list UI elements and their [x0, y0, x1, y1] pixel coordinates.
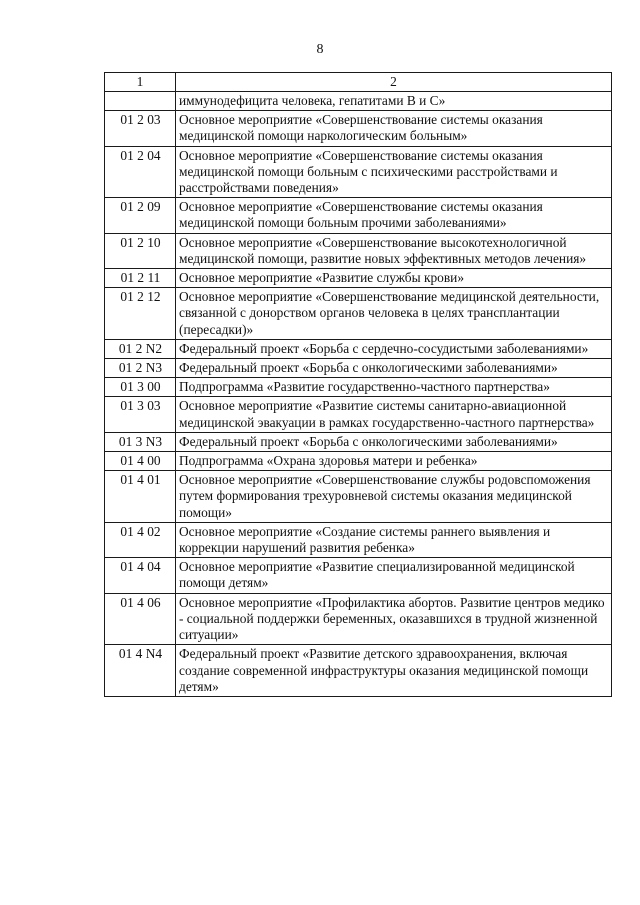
column-header-name: 2	[176, 73, 612, 92]
table-row	[105, 471, 612, 523]
row-text: Основное мероприятие «Совершенствование системы оказания медицинской помощи наркологическим больным»	[176, 111, 612, 146]
row-text: иммунодефицита человека, гепатитами В и С»	[176, 92, 612, 111]
table-row	[105, 432, 612, 451]
table-row	[105, 146, 612, 198]
row-text: Основное мероприятие «Совершенствование высокотехнологичной медицинской помощи, развитие новых эффективных методов лечения»	[176, 233, 612, 268]
row-code: 01 3 03	[105, 397, 176, 432]
row-code: 01 2 04	[105, 146, 176, 198]
row-code: 01 2 12	[105, 288, 176, 340]
row-code: 01 3 00	[105, 378, 176, 397]
row-text: Федеральный проект «Развитие детского здравоохранения, включая создание современной инфраструктуры оказания медицинской помощи детям»	[176, 645, 612, 697]
row-code: 01 4 02	[105, 522, 176, 557]
table-row	[105, 452, 612, 471]
table-row	[105, 522, 612, 557]
row-text: Федеральный проект «Борьба с онкологическими заболеваниями»	[176, 359, 612, 378]
table-row	[105, 92, 612, 111]
table-row	[105, 339, 612, 358]
row-code: 01 4 01	[105, 471, 176, 523]
row-text: Основное мероприятие «Совершенствование службы родовспоможения путем формирования трехуровневой системы оказания медицинской помощи»	[176, 471, 612, 523]
column-header-code: 1	[105, 73, 176, 92]
row-code: 01 4 04	[105, 558, 176, 593]
row-text: Основное мероприятие «Совершенствование системы оказания медицинской помощи больным прочими заболеваниями»	[176, 198, 612, 233]
row-text: Основное мероприятие «Развитие системы санитарно-авиационной медицинской эвакуации в рамках государственно-частного партнерства»	[176, 397, 612, 432]
table-row	[105, 558, 612, 593]
row-code: 01 4 00	[105, 452, 176, 471]
table-row	[105, 645, 612, 697]
row-code: 01 2 03	[105, 111, 176, 146]
row-text: Основное мероприятие «Развитие службы крови»	[176, 269, 612, 288]
row-text: Основное мероприятие «Создание системы раннего выявления и коррекции нарушений развития ребенка»	[176, 522, 612, 557]
row-text: Основное мероприятие «Профилактика абортов. Развитие центров медико - социальной поддержки беременных, оказавшихся в трудной жизненной ситуации»	[176, 593, 612, 645]
row-code: 01 4 06	[105, 593, 176, 645]
row-code: 01 3 N3	[105, 432, 176, 451]
table-row	[105, 378, 612, 397]
row-code: 01 2 11	[105, 269, 176, 288]
row-text: Федеральный проект «Борьба с онкологическими заболеваниями»	[176, 432, 612, 451]
row-code: 01 2 N2	[105, 339, 176, 358]
row-code: 01 2 N3	[105, 359, 176, 378]
row-text: Подпрограмма «Охрана здоровья матери и ребенка»	[176, 452, 612, 471]
table-row	[105, 233, 612, 268]
row-text: Основное мероприятие «Совершенствование медицинской деятельности, связанной с донорством органов человека в целях трансплантации (пересадки)»	[176, 288, 612, 340]
table-row	[105, 111, 612, 146]
row-text: Основное мероприятие «Совершенствование системы оказания медицинской помощи больным с психическими расстройствами и расстройствами поведения»	[176, 146, 612, 198]
table-row	[105, 269, 612, 288]
row-code	[105, 92, 176, 111]
row-code: 01 2 09	[105, 198, 176, 233]
table-row	[105, 397, 612, 432]
table-row	[105, 288, 612, 340]
row-code: 01 2 10	[105, 233, 176, 268]
table-row	[105, 198, 612, 233]
row-code: 01 4 N4	[105, 645, 176, 697]
table-row	[105, 593, 612, 645]
row-text: Федеральный проект «Борьба с сердечно-сосудистыми заболеваниями»	[176, 339, 612, 358]
row-text: Основное мероприятие «Развитие специализированной медицинской помощи детям»	[176, 558, 612, 593]
page-number: 8	[316, 42, 324, 57]
row-text: Подпрограмма «Развитие государственно-частного партнерства»	[176, 378, 612, 397]
budget-code-table	[104, 72, 612, 697]
table-header-row	[105, 73, 612, 92]
table-row	[105, 359, 612, 378]
